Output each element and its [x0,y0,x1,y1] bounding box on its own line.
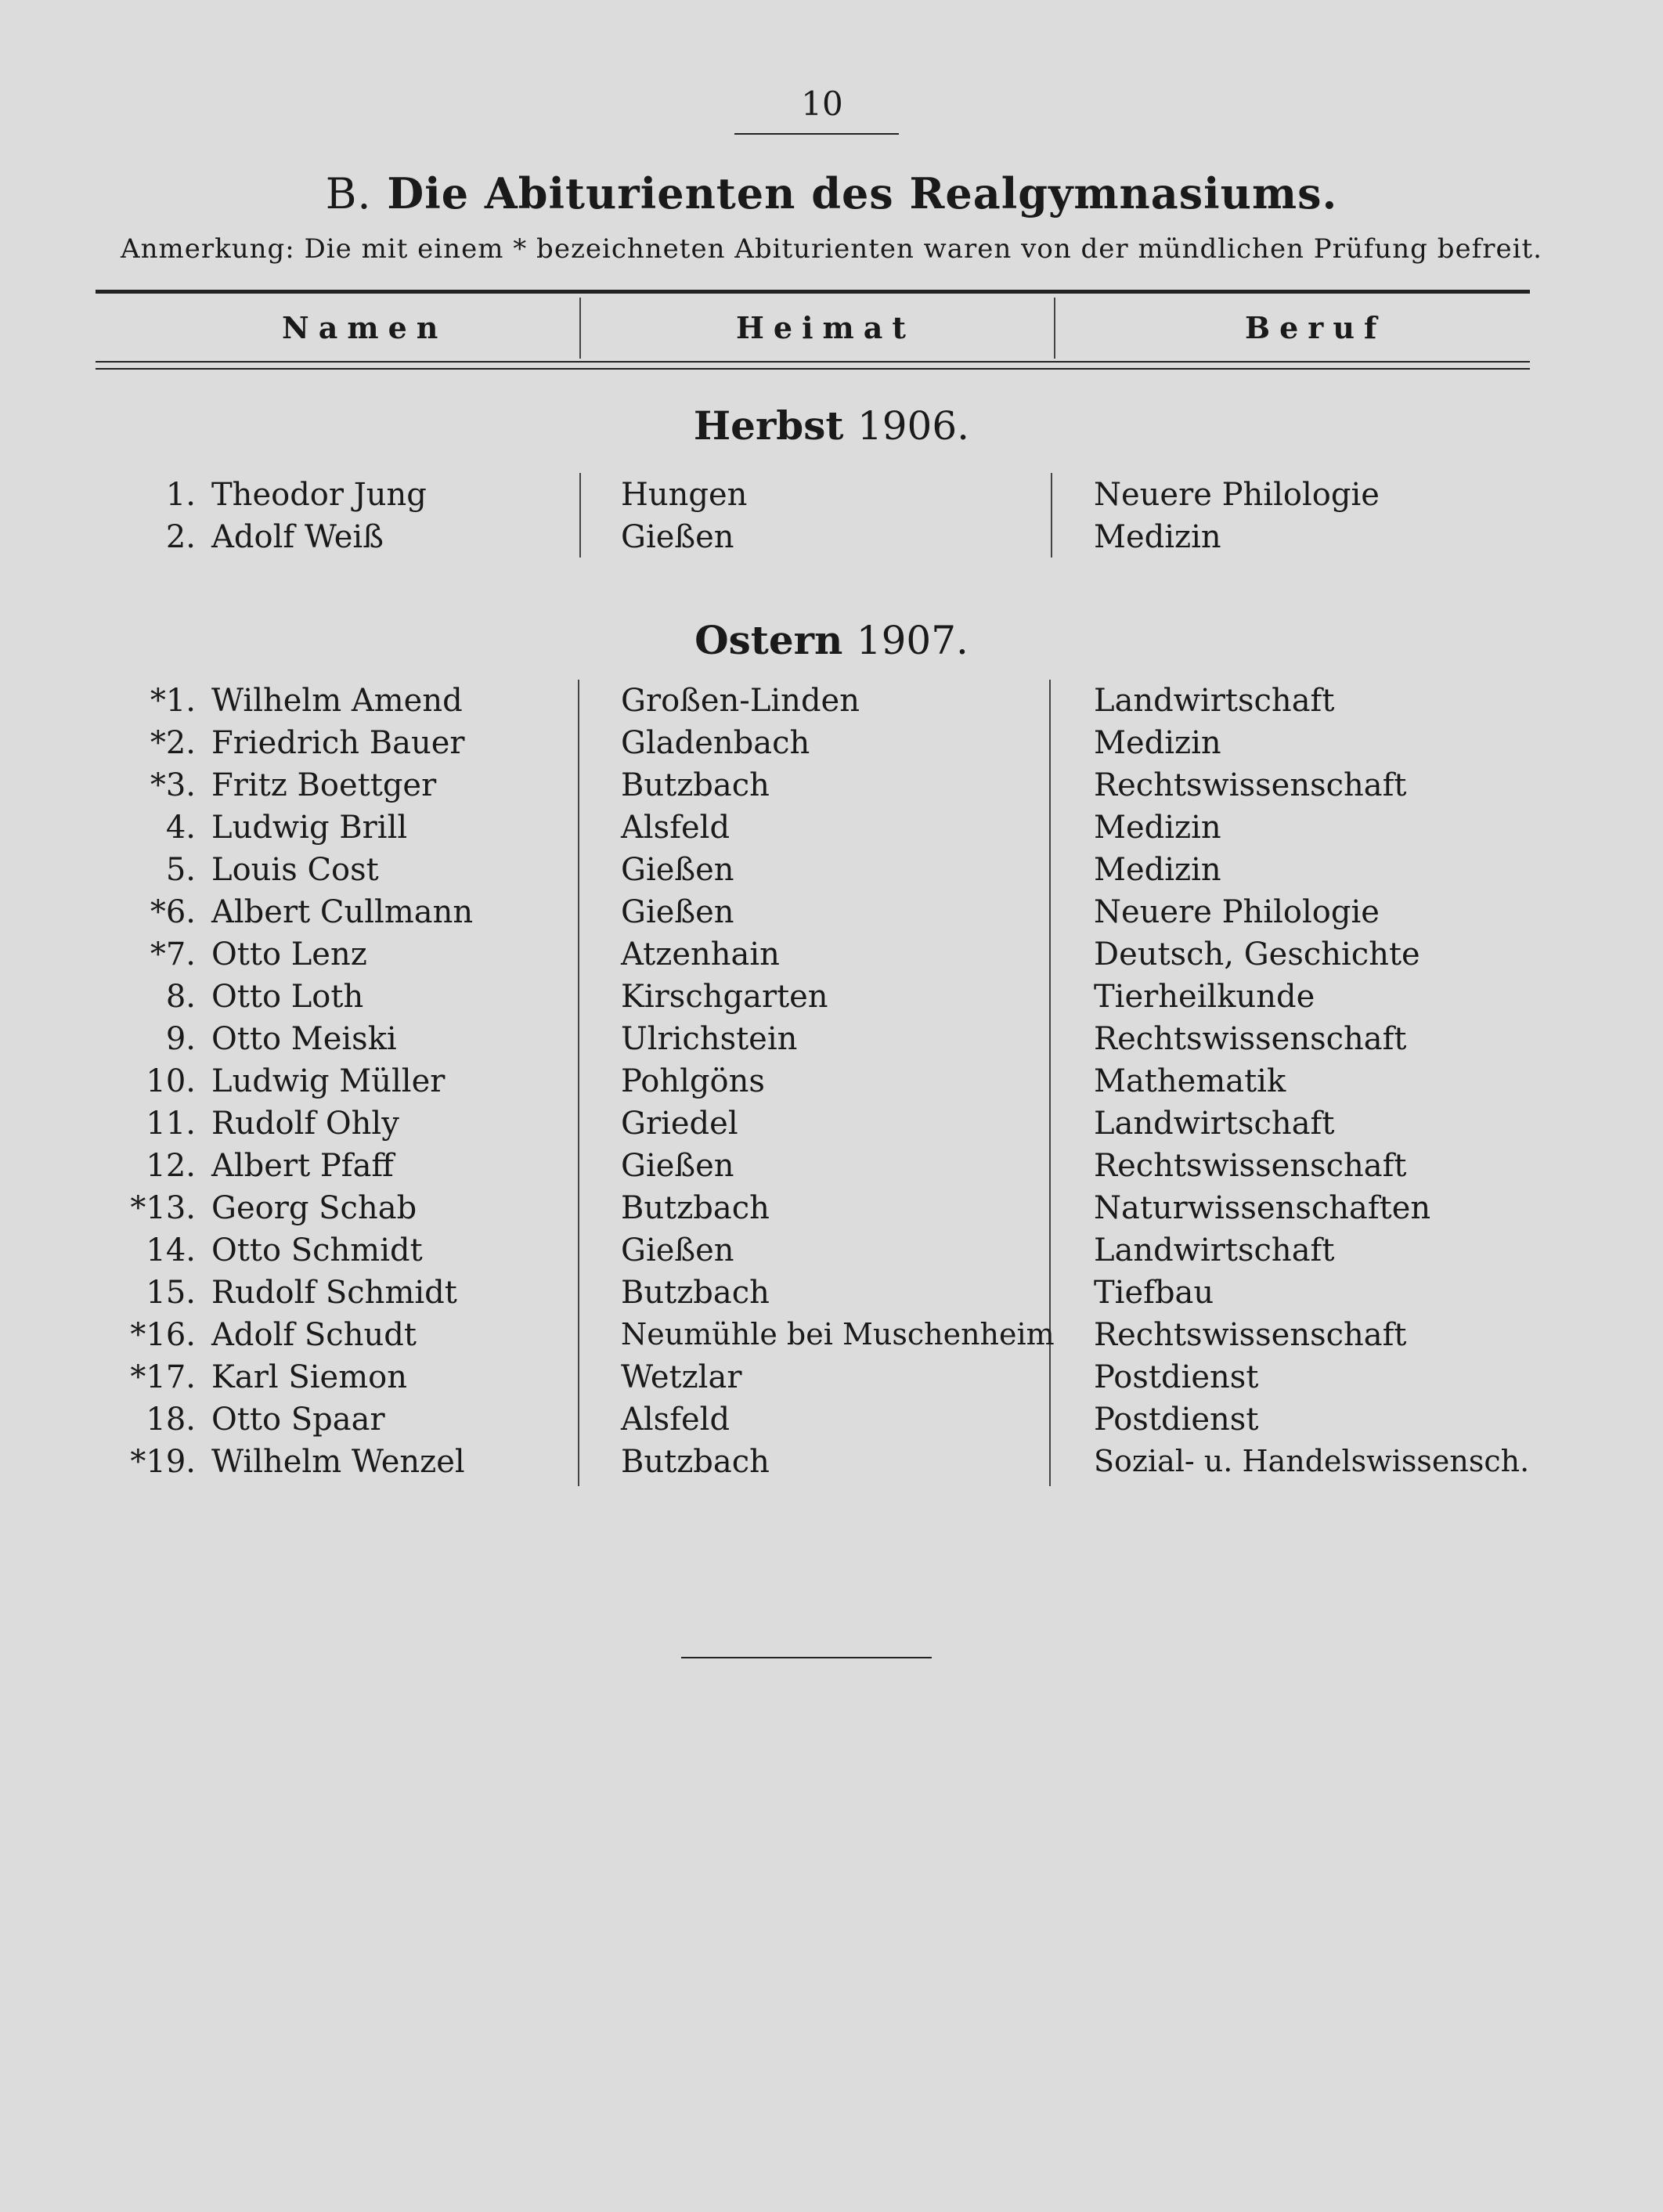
row-name: Louis Cost [211,852,379,888]
row-job: Neuere Philologie [1094,894,1380,930]
row-name: Ludwig Müller [211,1063,446,1099]
table-row [0,1232,1663,1275]
row-number: 8. [165,979,196,1015]
row-job: Medizin [1094,725,1221,761]
row-job: Postdienst [1094,1359,1259,1395]
row-job: Sozial- u. Handelswissensch. [1094,1444,1530,1478]
row-home: Ulrichstein [621,1021,798,1057]
row-job: Tiefbau [1094,1275,1214,1311]
row-number: 1. [165,477,196,513]
row-job: Rechtswissenschaft [1094,767,1407,803]
table-row [0,852,1663,894]
row-number: 4. [165,810,196,846]
row-number: *19. [130,1444,196,1480]
row-home: Butzbach [621,1275,770,1311]
title-prefix: B. [325,169,372,218]
row-number: 2. [165,519,196,555]
row-job: Mathematik [1094,1063,1286,1099]
table-row [0,1106,1663,1148]
row-number: *16. [130,1317,196,1353]
row-name: Albert Cullmann [211,894,474,930]
table-top-rule [96,290,1530,294]
table-row [0,979,1663,1021]
table-row [0,767,1663,810]
row-name: Albert Pfaff [211,1148,394,1184]
row-home: Alsfeld [621,810,730,846]
row-name: Otto Spaar [211,1402,385,1438]
table-row [0,1359,1663,1402]
row-name: Otto Meiski [211,1021,397,1057]
column-header-job: Beruf [1245,310,1387,345]
row-number: 14. [146,1232,196,1268]
row-number: 15. [146,1275,196,1311]
row-number: *6. [150,894,196,930]
row-number: 5. [165,852,196,888]
row-number: *13. [130,1190,196,1226]
row-name: Ludwig Brill [211,810,408,846]
row-home: Atzenhain [621,936,780,972]
section-heading-ostern-1907 [0,617,1663,663]
row-name: Adolf Schudt [211,1317,417,1353]
row-home: Kirschgarten [621,979,828,1015]
table-row [0,936,1663,979]
column-header-home: Heimat [736,310,915,345]
page-number-rule [734,133,899,135]
section-year: 1906. [857,403,970,449]
row-job: Rechtswissenschaft [1094,1317,1407,1353]
row-home: Wetzlar [621,1359,742,1395]
row-number: *3. [150,767,196,803]
row-job: Deutsch, Geschichte [1094,936,1420,972]
row-name: Otto Schmidt [211,1232,423,1268]
row-number: *2. [150,725,196,761]
row-number: 12. [146,1148,196,1184]
table-row [0,725,1663,767]
row-home: Gießen [621,1232,734,1268]
row-number: 9. [165,1021,196,1057]
table-header-bottom-rule-2 [96,368,1530,370]
row-home: Gießen [621,1148,734,1184]
section-label: Ostern [694,617,843,663]
row-job: Rechtswissenschaft [1094,1021,1407,1057]
table-row [0,477,1663,519]
row-job: Landwirtschaft [1094,683,1335,719]
row-job: Medizin [1094,519,1221,555]
header-divider [579,298,581,359]
column-header-name: Namen [282,310,448,345]
row-name: Wilhelm Amend [211,683,463,719]
row-number: *1. [150,683,196,719]
row-name: Karl Siemon [211,1359,407,1395]
row-name: Otto Lenz [211,936,367,972]
section-heading-herbst-1906 [0,402,1663,449]
row-job: Rechtswissenschaft [1094,1148,1407,1184]
row-home: Hungen [621,477,748,513]
section-label: Herbst [693,402,844,449]
table-header-bottom-rule [96,361,1530,363]
row-job: Naturwissenschaften [1094,1190,1431,1226]
row-home: Gießen [621,519,734,555]
row-home: Neumühle bei Muschenheim [621,1317,1055,1351]
row-job: Postdienst [1094,1402,1259,1438]
row-name: Theodor Jung [211,477,427,513]
row-name: Adolf Weiß [211,519,384,555]
row-number: 11. [146,1106,196,1142]
table-row [0,683,1663,725]
row-home: Gießen [621,852,734,888]
row-home: Butzbach [621,1190,770,1226]
row-name: Wilhelm Wenzel [211,1444,465,1480]
table-row [0,1402,1663,1444]
row-home: Griedel [621,1106,738,1142]
section-year: 1907. [856,618,969,663]
table-row [0,894,1663,936]
row-home: Butzbach [621,1444,770,1480]
table-row [0,1021,1663,1063]
row-job: Neuere Philologie [1094,477,1380,513]
row-home: Alsfeld [621,1402,730,1438]
row-number: 10. [146,1063,196,1099]
table-row [0,1317,1663,1359]
row-job: Medizin [1094,810,1221,846]
page-title [0,168,1663,218]
table-row [0,1190,1663,1232]
row-name: Rudolf Schmidt [211,1275,457,1311]
row-home: Großen-Linden [621,683,860,719]
row-job: Landwirtschaft [1094,1232,1335,1268]
row-number: *7. [150,936,196,972]
row-job: Landwirtschaft [1094,1106,1335,1142]
row-name: Friedrich Bauer [211,725,465,761]
closing-rule [681,1657,932,1658]
row-name: Rudolf Ohly [211,1106,399,1142]
table-row [0,1275,1663,1317]
row-home: Butzbach [621,767,770,803]
row-name: Georg Schab [211,1190,417,1226]
page-number: 10 [801,85,843,123]
row-home: Gießen [621,894,734,930]
title-text: Die Abiturienten des Realgymnasiums. [387,168,1338,218]
header-divider [1054,298,1055,359]
table-row [0,1444,1663,1486]
row-home: Pohlgöns [621,1063,765,1099]
row-job: Medizin [1094,852,1221,888]
footnote-remark: Anmerkung: Die mit einem * bezeichneten Abiturienten waren von der mündlichen Prüfung befreit. [121,233,1542,265]
table-row [0,519,1663,561]
row-job: Tierheilkunde [1094,979,1315,1015]
table-row [0,1148,1663,1190]
row-number: 18. [146,1402,196,1438]
row-home: Gladenbach [621,725,810,761]
row-number: *17. [130,1359,196,1395]
table-row [0,1063,1663,1106]
row-name: Fritz Boettger [211,767,437,803]
table-row [0,810,1663,852]
row-name: Otto Loth [211,979,364,1015]
